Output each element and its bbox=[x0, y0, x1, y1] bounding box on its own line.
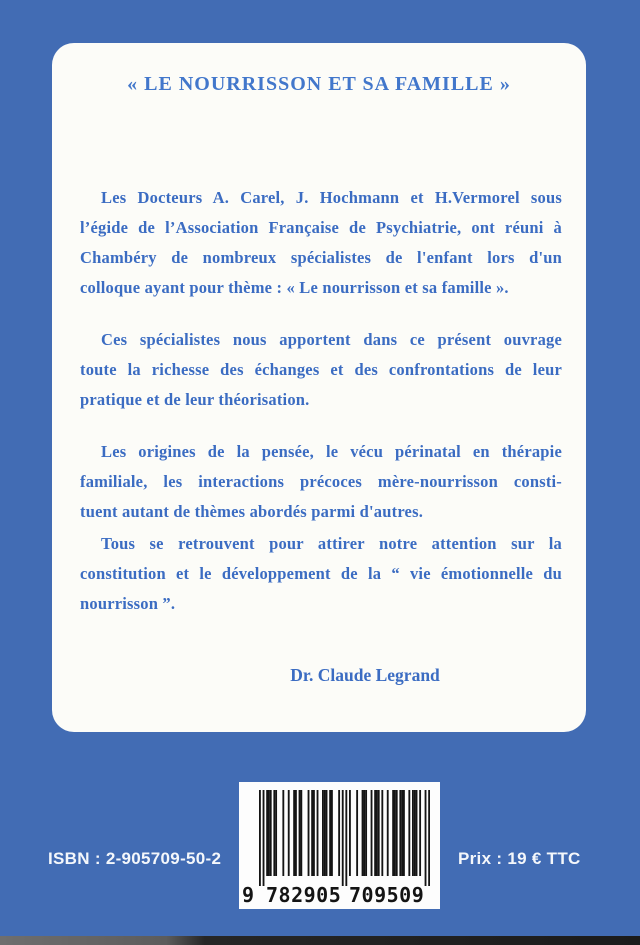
barcode-digits-right-group: 709509 bbox=[349, 883, 425, 907]
paragraph bbox=[80, 183, 562, 303]
scan-edge-strip bbox=[0, 936, 640, 945]
text-line: Tous se retrouvent pour attirer notre attention sur la bbox=[101, 534, 562, 553]
text-line: Chambéry de nombreux spécialistes de l'enfant lors d'un bbox=[80, 248, 562, 267]
barcode-bars bbox=[259, 790, 430, 886]
synopsis-text bbox=[80, 183, 562, 619]
text-line: Les Docteurs A. Carel, J. Hochmann et H.Vermorel sous bbox=[101, 188, 562, 207]
text-line: Les origines de la pensée, le vécu périnatal en thérapie bbox=[101, 442, 562, 461]
isbn-label: ISBN : 2-905709-50-2 bbox=[48, 849, 222, 868]
paragraph bbox=[80, 529, 562, 619]
price-label: Prix : 19 € TTC bbox=[458, 849, 581, 868]
text-line: tuent autant de thèmes abordés parmi d'autres. bbox=[80, 502, 424, 521]
text-line: pratique et de leur théorisation. bbox=[80, 390, 310, 409]
text-line: familiale, les interactions précoces mère-nourrisson consti- bbox=[80, 472, 562, 491]
book-title: « LE NOURRISSON ET SA FAMILLE » bbox=[127, 73, 511, 95]
text-line: toute la richesse des échanges et des confrontations de leur bbox=[80, 360, 562, 379]
text-line: constitution et le développement de la “ vie émotionnelle du bbox=[80, 564, 562, 583]
text-line: l’égide de l’Association Française de Psychiatrie, ont réuni à bbox=[80, 218, 562, 237]
synopsis-panel bbox=[52, 43, 586, 732]
text-line: nourrisson ”. bbox=[80, 594, 176, 613]
author-signature: Dr. Claude Legrand bbox=[290, 665, 440, 685]
barcode bbox=[239, 782, 440, 909]
barcode-digit-lead: 9 bbox=[242, 883, 255, 907]
text-line: colloque ayant pour thème : « Le nourrisson et sa famille ». bbox=[80, 278, 509, 297]
barcode-digits-left-group: 782905 bbox=[266, 883, 342, 907]
paragraph bbox=[80, 437, 562, 527]
text-line: Ces spécialistes nous apportent dans ce présent ouvrage bbox=[101, 330, 562, 349]
paragraph bbox=[80, 325, 562, 415]
